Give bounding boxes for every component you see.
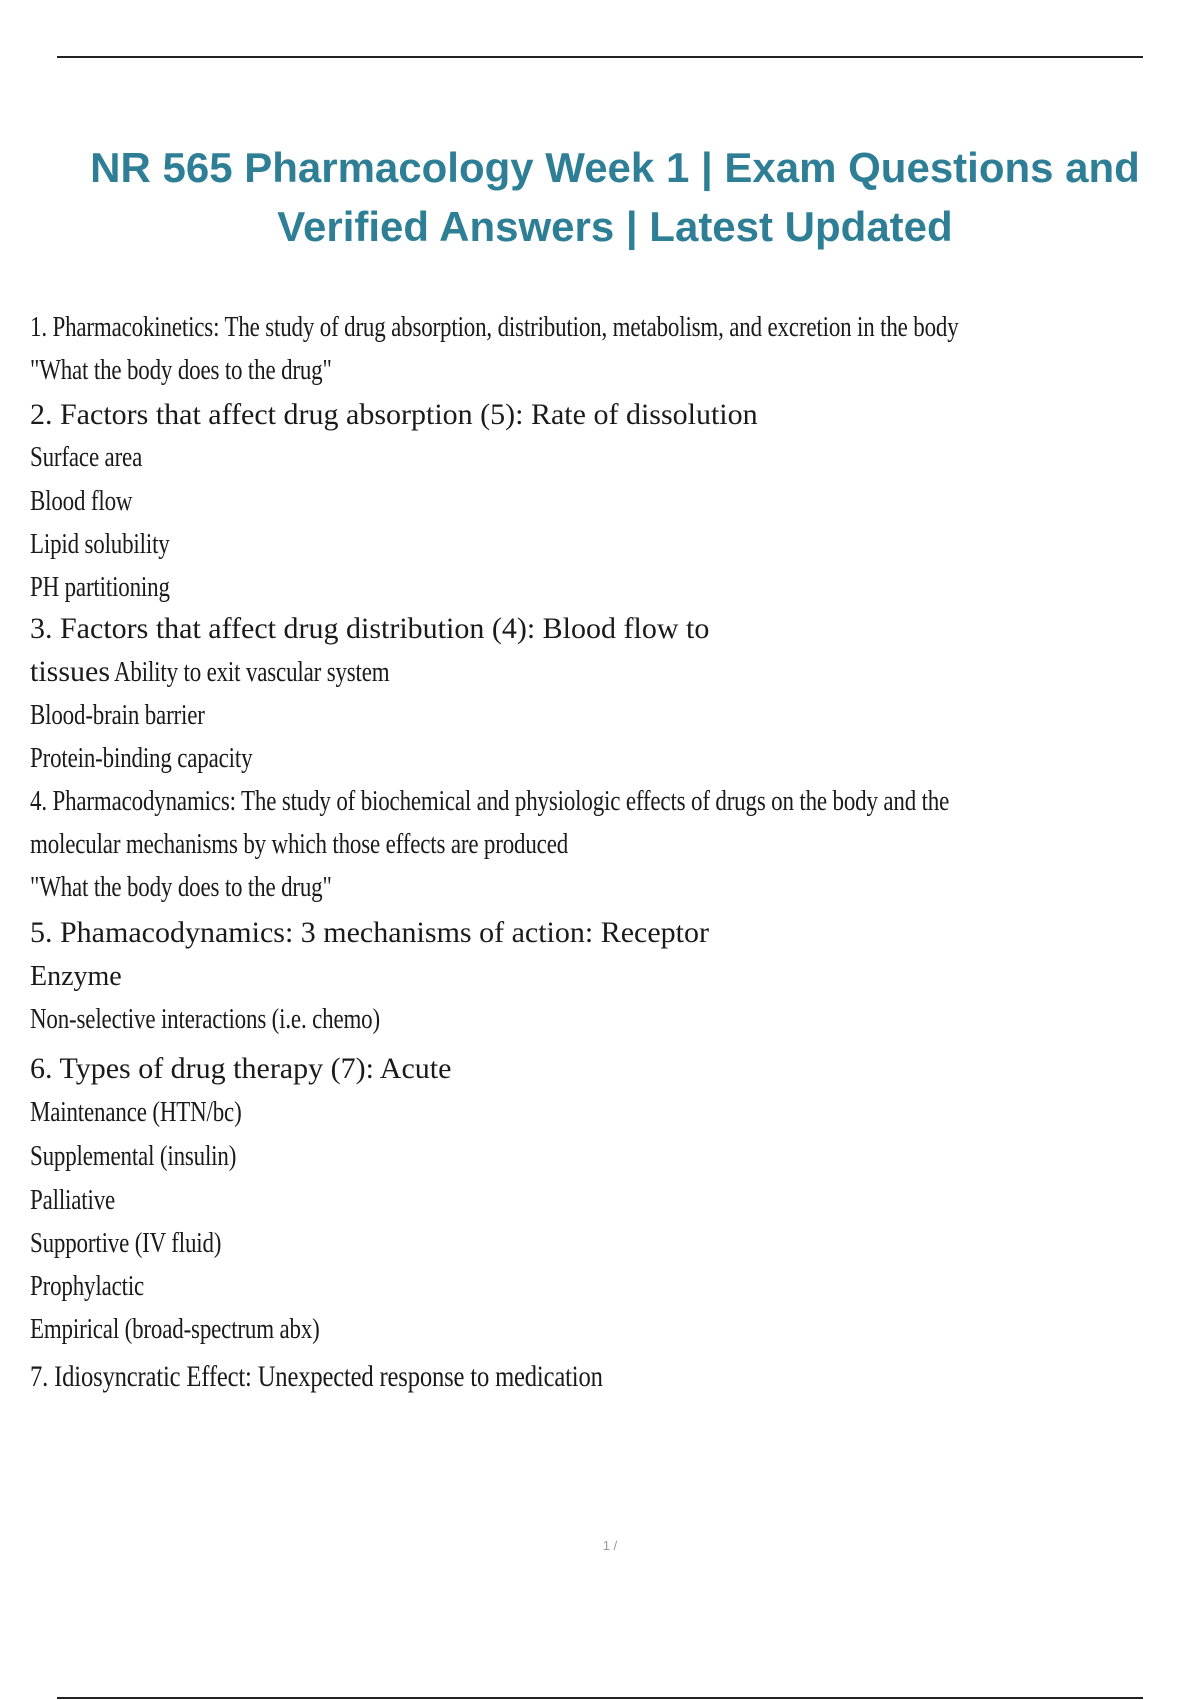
item-text-large: tissues [30, 655, 111, 688]
list-item [30, 1143, 236, 1171]
list-item [30, 444, 142, 472]
item-text: Phamacodynamics: 3 mechanisms of action: Receptor [60, 916, 709, 949]
item-text: Empirical (broad-spectrum abx) [30, 1314, 320, 1345]
list-item [30, 1187, 115, 1215]
list-item [30, 874, 332, 902]
title-line-1: NR 565 Pharmacology Week 1 | Exam Questions and [90, 144, 1140, 191]
item-text: Palliative [30, 1185, 116, 1216]
list-item [30, 788, 949, 816]
list-item [30, 1230, 221, 1258]
item-number: 5. [30, 916, 53, 949]
item-text: Supportive (IV fluid) [30, 1228, 222, 1259]
list-item [30, 702, 205, 730]
list-item [30, 1099, 242, 1127]
item-text: Pharmacokinetics: The study of drug absorption, distribution, metabolism, and excretion in the body [52, 312, 959, 343]
item-text: Pharmacodynamics: The study of biochemical and physiologic effects of drugs on the body and the [52, 786, 950, 817]
item-text: Ability to exit vascular system [114, 657, 390, 688]
list-item [30, 357, 332, 385]
list-item [30, 400, 758, 430]
title-line-2: Verified Answers | Latest Updated [277, 203, 953, 250]
list-item [30, 614, 709, 644]
item-text: Lipid solubility [30, 529, 170, 560]
bottom-rule [57, 1697, 1143, 1699]
item-text: Surface area [30, 442, 143, 473]
item-text: Maintenance (HTN/bc) [30, 1097, 242, 1128]
item-number: 1. [30, 312, 47, 343]
item-text: Factors that affect drug distribution (4): Blood flow to [60, 612, 710, 645]
document-title [40, 138, 1190, 256]
list-item [30, 831, 568, 859]
item-text: molecular mechanisms by which those effects are produced [30, 829, 569, 860]
list-item [30, 657, 450, 687]
list-item [30, 1316, 320, 1344]
item-text: Protein-binding capacity [30, 743, 253, 774]
item-text: "What the body does to the drug" [30, 872, 332, 903]
item-text: Idiosyncratic Effect: Unexpected response to medication [54, 1360, 603, 1393]
item-number: 7. [30, 1360, 49, 1393]
page-number: 1 / [602, 1538, 618, 1553]
item-text: Blood-brain barrier [30, 700, 205, 731]
item-number: 2. [30, 398, 53, 431]
list-item [30, 314, 959, 342]
item-text: Enzyme [30, 961, 122, 992]
item-text: Supplemental (insulin) [30, 1141, 237, 1172]
item-text: Types of drug therapy (7): Acute [59, 1052, 452, 1085]
list-item [30, 531, 170, 559]
item-text: "What the body does to the drug" [30, 355, 332, 386]
item-text: Prophylactic [30, 1271, 145, 1302]
list-item [30, 1006, 380, 1034]
list-item [30, 963, 122, 991]
item-text: Factors that affect drug absorption (5): Rate of dissolution [60, 398, 758, 431]
list-item [30, 574, 170, 602]
item-number: 4. [30, 786, 47, 817]
item-text: Non-selective interactions (i.e. chemo) [30, 1004, 380, 1035]
item-number: 3. [30, 612, 53, 645]
top-rule [57, 56, 1143, 58]
item-number: 6. [30, 1052, 53, 1085]
list-item [30, 745, 252, 773]
item-text: PH partitioning [30, 572, 170, 603]
list-item [30, 918, 709, 948]
item-text: Blood flow [30, 486, 133, 517]
list-item [30, 1362, 603, 1392]
list-item [30, 1273, 144, 1301]
list-item [30, 1054, 451, 1084]
list-item [30, 488, 132, 516]
